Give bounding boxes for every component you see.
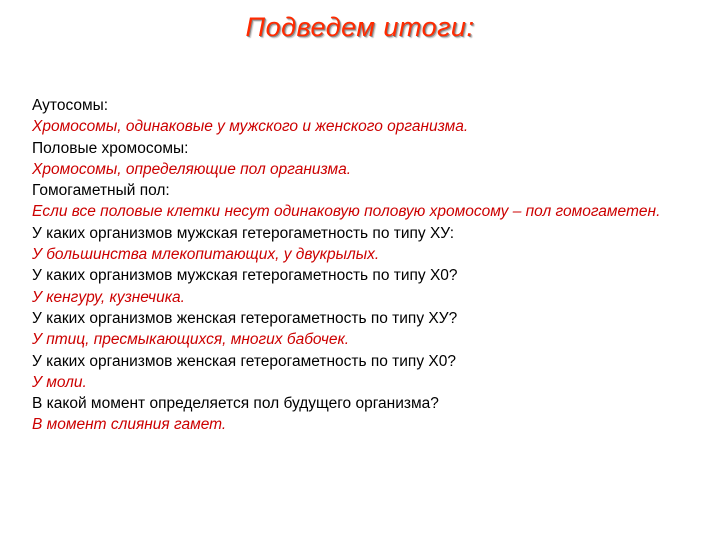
question-male-x0: У каких организмов мужская гетерогаметность по типу Х0? [32, 267, 458, 285]
question-sex-determination-moment: В какой момент определяется пол будущего организма? [32, 395, 439, 413]
answer-female-xy: У птиц, пресмыкающихся, многих бабочек. [32, 331, 350, 349]
question-female-xy: У каких организмов женская гетерогаметность по типу ХУ? [32, 309, 458, 327]
answer-homogametic-sex: Если все половые клетки несут одинаковую половую хромосому – пол гомогаметен. [32, 203, 661, 221]
slide-title: Подведем итоги: [245, 12, 475, 42]
question-homogametic-sex: Гомогаметный пол: [32, 182, 170, 200]
answer-female-x0: У моли. [32, 373, 87, 391]
answer-male-x0: У кенгуру, кузнечика. [32, 288, 185, 306]
question-sex-chromosomes: Половые хромосомы: [32, 139, 189, 157]
answer-autosomes: Хромосомы, одинаковые у мужского и женского организма. [32, 118, 469, 136]
answer-male-xy: У большинства млекопитающих, у двукрылых. [32, 246, 380, 264]
answer-sex-determination-moment: В момент слияния гамет. [32, 416, 227, 434]
question-autosomes: Аутосомы: [32, 97, 109, 114]
question-male-xy: У каких организмов мужская гетерогаметность по типу ХУ: [32, 224, 455, 242]
answer-sex-chromosomes: Хромосомы, определяющие пол организма. [32, 160, 352, 178]
summary-list [32, 95, 692, 436]
question-female-x0: У каких организмов женская гетерогаметность по типу Х0? [32, 352, 456, 370]
